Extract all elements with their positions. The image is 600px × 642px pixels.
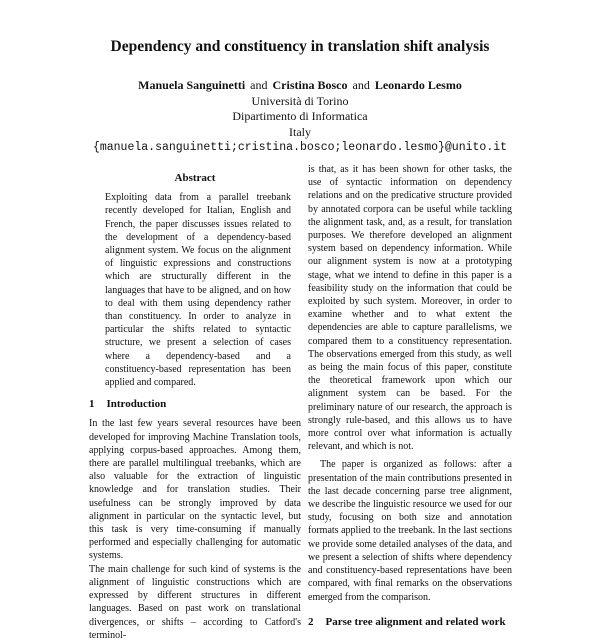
author-separator: and <box>250 78 268 92</box>
intro-paragraph-3: is that, as it has been shown for other tasks, the use of syntactic information on dependency relations and on the predicative structure provided by annotated corpora can be useful while tackling the alignment task, and, as a result, for translation purposes. We therefore developed an alignment system based on dependency information. While our alignment system is now at a prototyping stage, what we intend to define in this paper is a feasibility study on the information that could be exploited by such system. Moreover, in order to examine whether and to what extent the dependencies are able to capture parallelisms, we compared them to a constituency representation. The observations emerged from this study, as well as being the main focus of this paper, constitute the theoretical framework upon which our alignment system can be based. For the preliminary nature of our research, the approach is strongly rule-based, and this allows us to have more control over what information is actually relevant, and which is not. <box>308 164 512 453</box>
intro-paragraph-4: The paper is organized as follows: after a presentation of the main contributions presented in the last decade concerning parse tree alignment, we describe the linguistic resource we used for our study, focusing on both size and annotation formats applied to the treebank. In the last sections we provide some detailed analyses of the data, and we present a selection of shifts where dependency and constituency-based representations have been compared, with final remarks on the observations emerged from the comparison. <box>308 459 512 603</box>
affiliation-department: Dipartimento di Informatica <box>232 109 368 123</box>
section-heading-introduction <box>89 398 301 411</box>
section-title: Introduction <box>106 398 167 411</box>
author-block <box>0 78 600 156</box>
affiliation-university: Università di Torino <box>251 93 349 108</box>
section-number: 1 <box>89 398 95 411</box>
author-name: Leonardo Lesmo <box>374 78 462 92</box>
author-name: Manuela Sanguinetti <box>138 78 246 92</box>
author-names <box>0 78 600 94</box>
section-heading-parse-tree-alignment <box>308 616 512 629</box>
intro-paragraph-2: The main challenge for such kind of systems is the alignment of linguistic constructions which are expressed by different structures in different languages. Based on past work on translational divergences, or shifts – according to Catford's terminol- <box>89 563 301 641</box>
author-email: {manuela.sanguinetti;cristina.bosco;leonardo.lesmo}@unito.it <box>92 141 508 154</box>
affiliation-country: Italy <box>289 124 311 139</box>
abstract-text: Exploiting data from a parallel treebank recently developed for Italian, English and French, the paper discusses issues related to the development of a dependency-based alignment system. We focus on the alignment of linguistic expressions and constructions which are structurally different in the languages that have to be aligned, and on how to deal with them using dependency rather than constituency. In order to analyze in particular the shifts related to syntactic structure, we present a selection of cases where a dependency-based and a constituency-based representation has been applied and compared. <box>105 192 291 389</box>
section-number: 2 <box>308 615 314 628</box>
right-column <box>308 163 512 635</box>
author-name: Cristina Bosco <box>272 78 348 92</box>
author-separator: and <box>352 78 370 92</box>
left-column <box>89 172 301 642</box>
abstract-heading: Abstract <box>174 172 216 184</box>
section-title: Parse tree alignment and related work <box>325 615 506 628</box>
intro-paragraph-1: In the last few years several resources have been developed for improving Machine Translation tools, applying corpus-based approaches. Among them, there are parallel multilingual treebanks, which are also valuable for the extraction of linguistic knowledge and for translation studies. Their usefulness can be strongly improved by data alignment in particular on the syntactic level, but this task is very time-consuming if manually performed and especially challenging for automatic systems. <box>89 418 301 562</box>
paper-title: Dependency and constituency in translation shift analysis <box>110 38 490 55</box>
